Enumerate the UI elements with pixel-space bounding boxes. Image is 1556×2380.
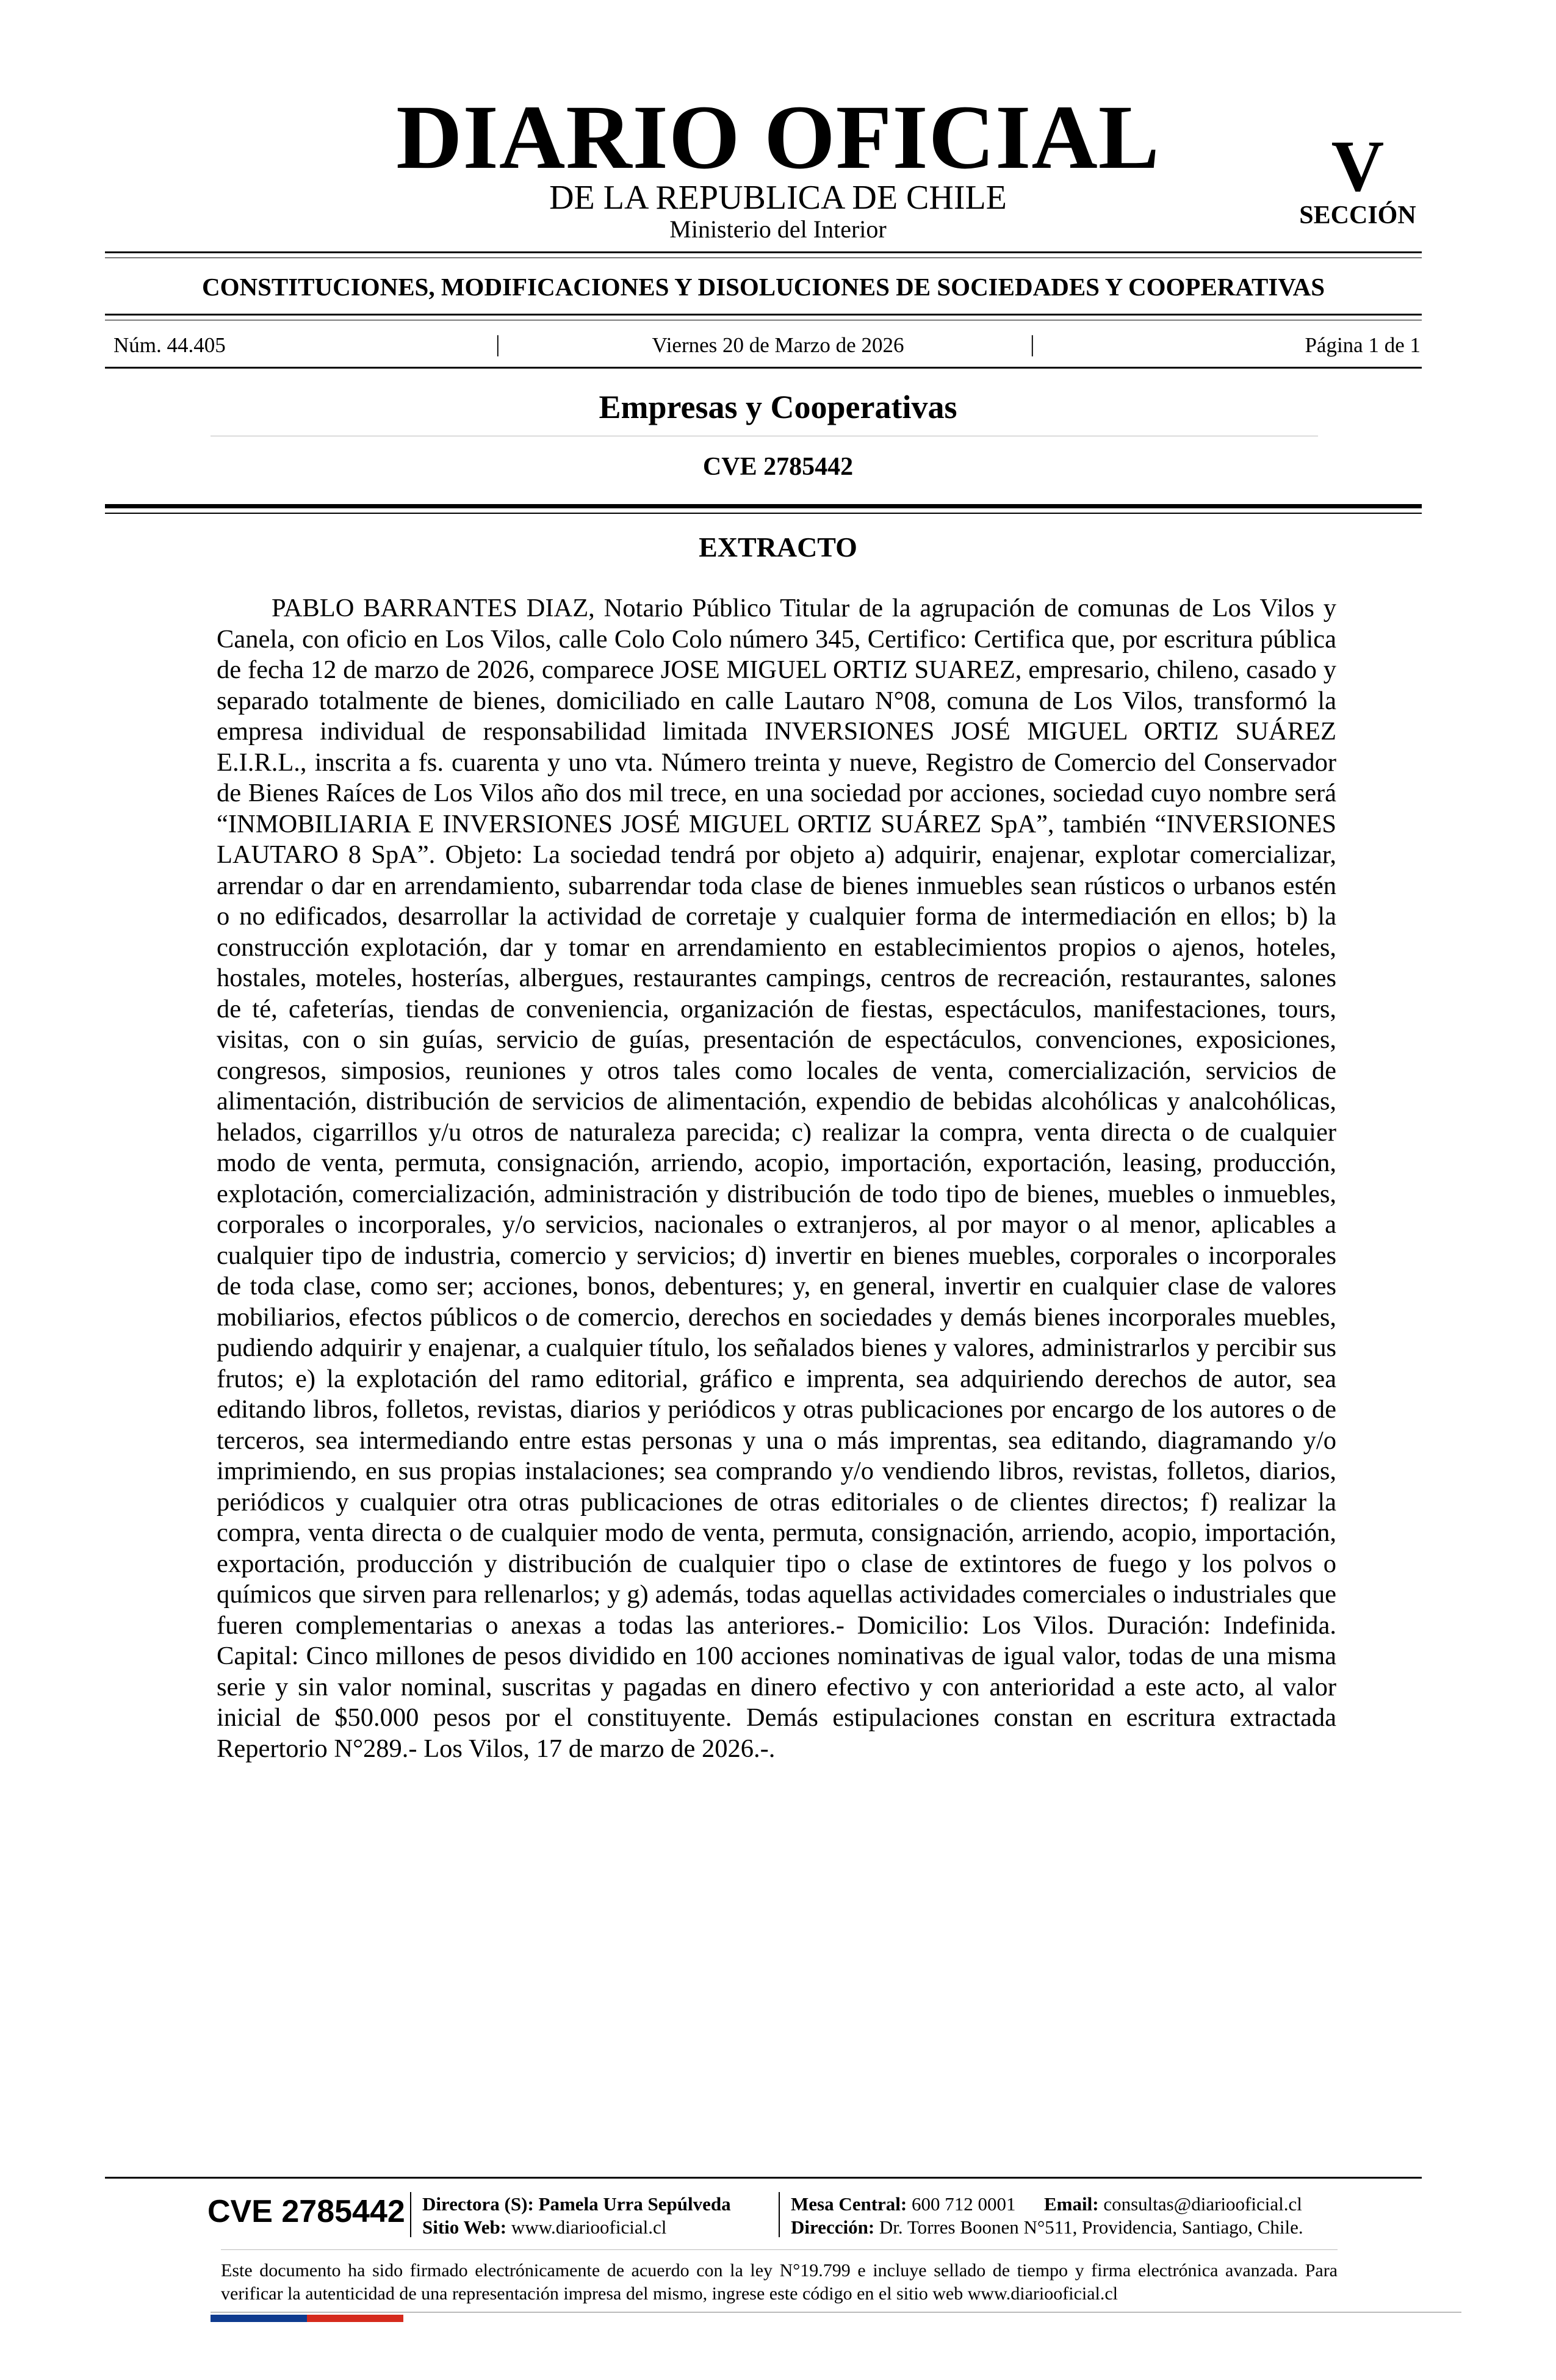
- masthead: [0, 0, 1556, 269]
- footer-address: [791, 2218, 1303, 2237]
- category-title: Empresas y Cooperativas: [599, 389, 957, 425]
- header-rule-top: [105, 251, 1422, 253]
- issue-number: Núm. 44.405: [113, 333, 226, 357]
- footer-website: [422, 2218, 666, 2237]
- document-heading: EXTRACTO: [699, 532, 857, 563]
- newspaper-subtitle: DE LA REPUBLICA DE CHILE: [549, 179, 1007, 217]
- phone-value: 600 712 0001: [912, 2193, 1016, 2215]
- footer-divider-right: [779, 2192, 780, 2237]
- footer-director: [422, 2194, 731, 2213]
- director-label: Directora (S):: [422, 2193, 534, 2215]
- director-name: Pamela Urra Sepúlveda: [538, 2193, 731, 2215]
- footer-rule-middle: [221, 2249, 1338, 2250]
- email-link[interactable]: consultas@diariooficial.cl: [1103, 2193, 1302, 2215]
- ministry-label: Ministerio del Interior: [669, 215, 887, 243]
- address-label: Dirección:: [791, 2216, 875, 2238]
- address-value: Dr. Torres Boonen N°511, Providencia, Santiago, Chile.: [879, 2216, 1303, 2238]
- meta-separator-right: |: [1030, 331, 1035, 357]
- flag-bar-blue: [211, 2315, 307, 2322]
- flag-bar-red: [307, 2315, 403, 2322]
- section-rule-bottom: [105, 314, 1422, 316]
- page-number: Página 1 de 1: [1305, 333, 1421, 357]
- meta-separator-left: |: [495, 331, 500, 357]
- meta-rule: [105, 367, 1422, 369]
- footer-contact: [791, 2194, 1302, 2213]
- cve-code: CVE 2785442: [702, 453, 854, 481]
- website-link[interactable]: www.diariooficial.cl: [511, 2216, 667, 2238]
- phone-label: Mesa Central:: [791, 2193, 907, 2215]
- footer-cve-code: CVE 2785442: [207, 2194, 405, 2229]
- email-label: Email:: [1044, 2193, 1099, 2215]
- section-title: CONSTITUCIONES, MODIFICACIONES Y DISOLUCIONES DE SOCIEDADES Y COOPERATIVAS: [201, 273, 1325, 301]
- newspaper-title: DIARIO OFICIAL: [396, 87, 1160, 188]
- extract-body: PABLO BARRANTES DIAZ, Notario Público Titular de la agrupación de comunas de Los Vilos y Canela, con oficio en Los Vilos, calle Colo Colo número 345, Certifico: Certifica que, por escritura pública de fecha 12 de marzo de 2026, comparece JOSE MIGUEL ORTIZ SUAREZ, empresario, chileno, casado y separado totalmente de bienes, domiciliado en calle Lautaro N°08, comuna de Los Vilos, transformó la empresa individual de responsabilidad limitada INVERSIONES JOSÉ MIGUEL ORTIZ SUÁREZ E.I.R.L., inscrita a fs. cuarenta y uno vta. Número treinta y nueve, Registro de Comercio del Conservador de Bienes Raíces de Los Vilos año dos mil trece, en una sociedad por acciones, sociedad cuyo nombre será “INMOBILIARIA E INVERSIONES JOSÉ MIGUEL ORTIZ SUÁREZ SpA”, también “INVERSIONES LAUTARO 8 SpA”. Objeto: La sociedad tendrá por objeto a) adquirir, enajenar, explotar comercializar, arrendar o dar en arrendamiento, subarrendar toda clase de bienes inmuebles sean rústicos o urbanos estén o no edificados, desarrollar la actividad de corretaje y cualquier forma de intermediación en ellos; b) la construcción explotación, dar y tomar en arrendamiento en establecimientos propios o ajenos, hoteles, hostales, moteles, hosterías, albergues, restaurantes campings, centros de recreación, restaurantes, salones de té, cafeterías, tiendas de conveniencia, organización de fiestas, espectáculos, manifestaciones, tours, visitas, con o sin guías, servicio de guías, presentación de espectáculos, convenciones, exposiciones, congresos, simposios, reuniones y otros tales como locales de venta, comercialización, servicios de alimentación, distribución de servicios de alimentación, expendio de bebidas alcohólicas y analcohólicas, helados, cigarrillos y/u otros de naturaleza parecida; c) realizar la compra, venta directa o de cualquier modo de venta, permuta, consignación, arriendo, acopio, importación, exportación, leasing, producción, explotación, comercialización, administración y distribución de todo tipo de bienes, muebles o inmuebles, corporales o incorporales, y/o servicios, nacionales o extranjeros, al por mayor o al menor, aplicables a cualquier tipo de industria, comercio y servicios; d) invertir en bienes muebles, corporales o incorporales de toda clase, como ser; acciones, bonos, debentures; y, en general, invertir en cualquier clase de valores mobiliarios, efectos públicos o de comercio, derechos en sociedades y demás bienes incorporales muebles, pudiendo adquirir y enajenar, a cualquier título, los señalados bienes y valores, administrarlos y percibir sus frutos; e) la explotación del ramo editorial, gráfico e imprenta, sea adquiriendo derechos de autor, sea editando libros, folletos, revistas, diarios y periódicos y otras publicaciones por encargo de los autores o de terceros, sea intermediando entre estas personas y una o más imprentas, sea editando, diagramando y/o imprimiendo, en sus propias instalaciones; sea comprando y/o vendiendo libros, revistas, folletos, diarios, periódicos y cualquier otra otras publicaciones de otras editoriales o de clientes directos; f) realizar la compra, venta directa o de cualquier modo de venta, permuta, consignación, arriendo, acopio, importación, exportación, producción y distribución de cualquier tipo o clase de extintores de fuego y los polvos o químicos que sirven para rellenarlos; y g) además, todas aquellas actividades comerciales o industriales que fueren complementarias o anexas a todas las anteriores.- Domicilio: Los Vilos. Duración: Indefinida. Capital: Cinco millones de pesos dividido en 100 acciones nominativas de igual valor, todas de una misma serie y sin valor nominal, suscritas y pagadas en dinero efectivo y con anterioridad a este acto, al valor inicial de $50.000 pesos por el constituyente. Demás estipulaciones constan en escritura extractada Repertorio N°289.- Los Vilos, 17 de marzo de 2026.-.: [217, 594, 1336, 1763]
- footer-rule: [105, 2177, 1422, 2179]
- content-rule-thick: [105, 504, 1422, 508]
- footer-bottom-rule: [211, 2312, 1461, 2313]
- legal-notice: Este documento ha sido firmado electrónicamente de acuerdo con la ley N°19.799 e incluye sellado de tiempo y firma electrónica avanzada. Para verificar la autenticidad de una representación impresa del mismo, ingrese este código en el sitio web www.diariooficial.cl: [221, 2260, 1338, 2304]
- website-label: Sitio Web:: [422, 2216, 507, 2238]
- issue-date: Viernes 20 de Marzo de 2026: [652, 333, 904, 357]
- section-letter: V: [1331, 125, 1385, 206]
- section-label: SECCIÓN: [1299, 201, 1416, 229]
- content-rule-thin: [105, 513, 1422, 514]
- footer-divider-left: [410, 2192, 411, 2237]
